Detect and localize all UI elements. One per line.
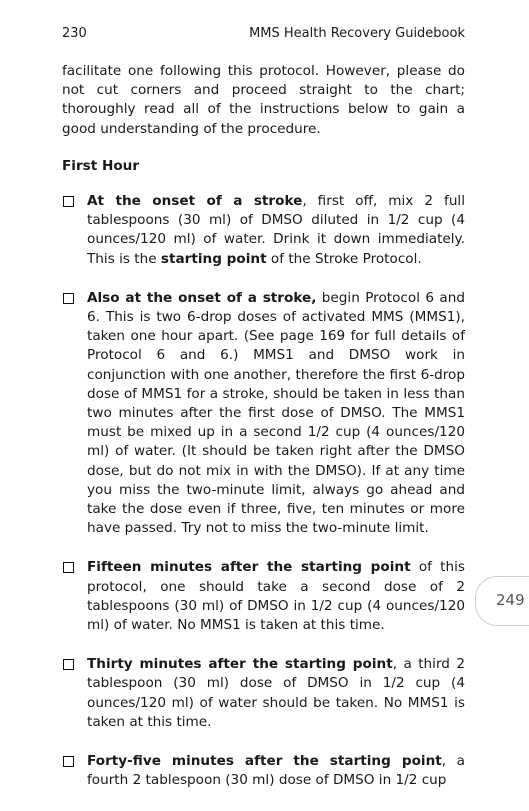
intro-paragraph: facilitate one following this protocol. However, please do not cut corners and proceed straight to the chart; thoroughly read all of the instructions below to gain a good understanding of the procedure. bbox=[62, 63, 465, 137]
item-text: , a third 2 tablespoon (30 ml) dose of DMSO in 1/2 cup (4 ounces/120 ml) of water should be taken. No MMS1 is taken at this time. bbox=[87, 656, 466, 730]
item-text: begin Protocol 6 and 6. This is two 6-drop doses of activated MMS (MMS1), taken one hour apart. (See page 169 for full details of Protocol 6 and 6.) MMS1 and DMSO work in conjunction with one another, therefore the first 6-drop dose of MMS1 for a stroke, should be taken in less than two minutes after the first dose of DMSO. The MMS1 must be mixed up in a second 1/2 cup (4 ounces/120 ml) of water. (It should be taken right after the DMSO dose, but do not mix in with the DMSO). If at any time you miss the two-minute limit, always go ahead and take the dose even if three, five, ten minutes or more have passed. Try not to miss the two-minute limit. bbox=[87, 289, 465, 537]
item-lead: Fifteen minutes after the starting point bbox=[87, 559, 411, 576]
item-text: , a fourth 2 tablespoon (30 ml) dose of DMSO in 1/2 cup bbox=[87, 753, 465, 789]
checkbox-icon bbox=[63, 659, 74, 670]
item-lead: Forty-five minutes after the starting point bbox=[87, 753, 442, 770]
checklist-item bbox=[62, 558, 465, 635]
item-text-end: of the Stroke Protocol. bbox=[266, 250, 422, 267]
chapter-tab[interactable] bbox=[475, 576, 529, 626]
item-lead: Thirty minutes after the starting point bbox=[87, 656, 393, 673]
item-text: of this protocol, one should take a second dose of 2 tablespoons (30 ml) of DMSO in 1/2 cup (4 ounces/120 ml) of water. No MMS1 is taken at this time. bbox=[87, 559, 465, 634]
item-text: , first off, mix 2 full tablespoons (30 ml) of DMSO diluted in 1/2 cup (4 ounces/120 ml) of water. Drink it down immediately. This is the bbox=[87, 193, 465, 267]
page-number: 230 bbox=[62, 26, 87, 41]
checkbox-icon bbox=[63, 196, 74, 207]
running-title: MMS Health Recovery Guidebook bbox=[249, 26, 465, 41]
item-emphasis: starting point bbox=[160, 250, 267, 267]
chapter-tab-label: 249 bbox=[496, 591, 525, 609]
page-body bbox=[62, 62, 465, 811]
item-lead: At the onset of a stroke bbox=[87, 193, 303, 210]
section-heading: First Hour bbox=[62, 157, 140, 174]
item-lead: Also at the onset of a stroke, bbox=[87, 289, 317, 306]
checkbox-icon bbox=[63, 562, 74, 573]
checkbox-icon bbox=[63, 293, 74, 304]
checklist-item bbox=[62, 192, 465, 269]
checkbox-icon bbox=[63, 756, 74, 767]
checklist-item bbox=[62, 289, 465, 539]
checklist-item bbox=[62, 752, 465, 790]
checklist-item bbox=[62, 655, 465, 732]
